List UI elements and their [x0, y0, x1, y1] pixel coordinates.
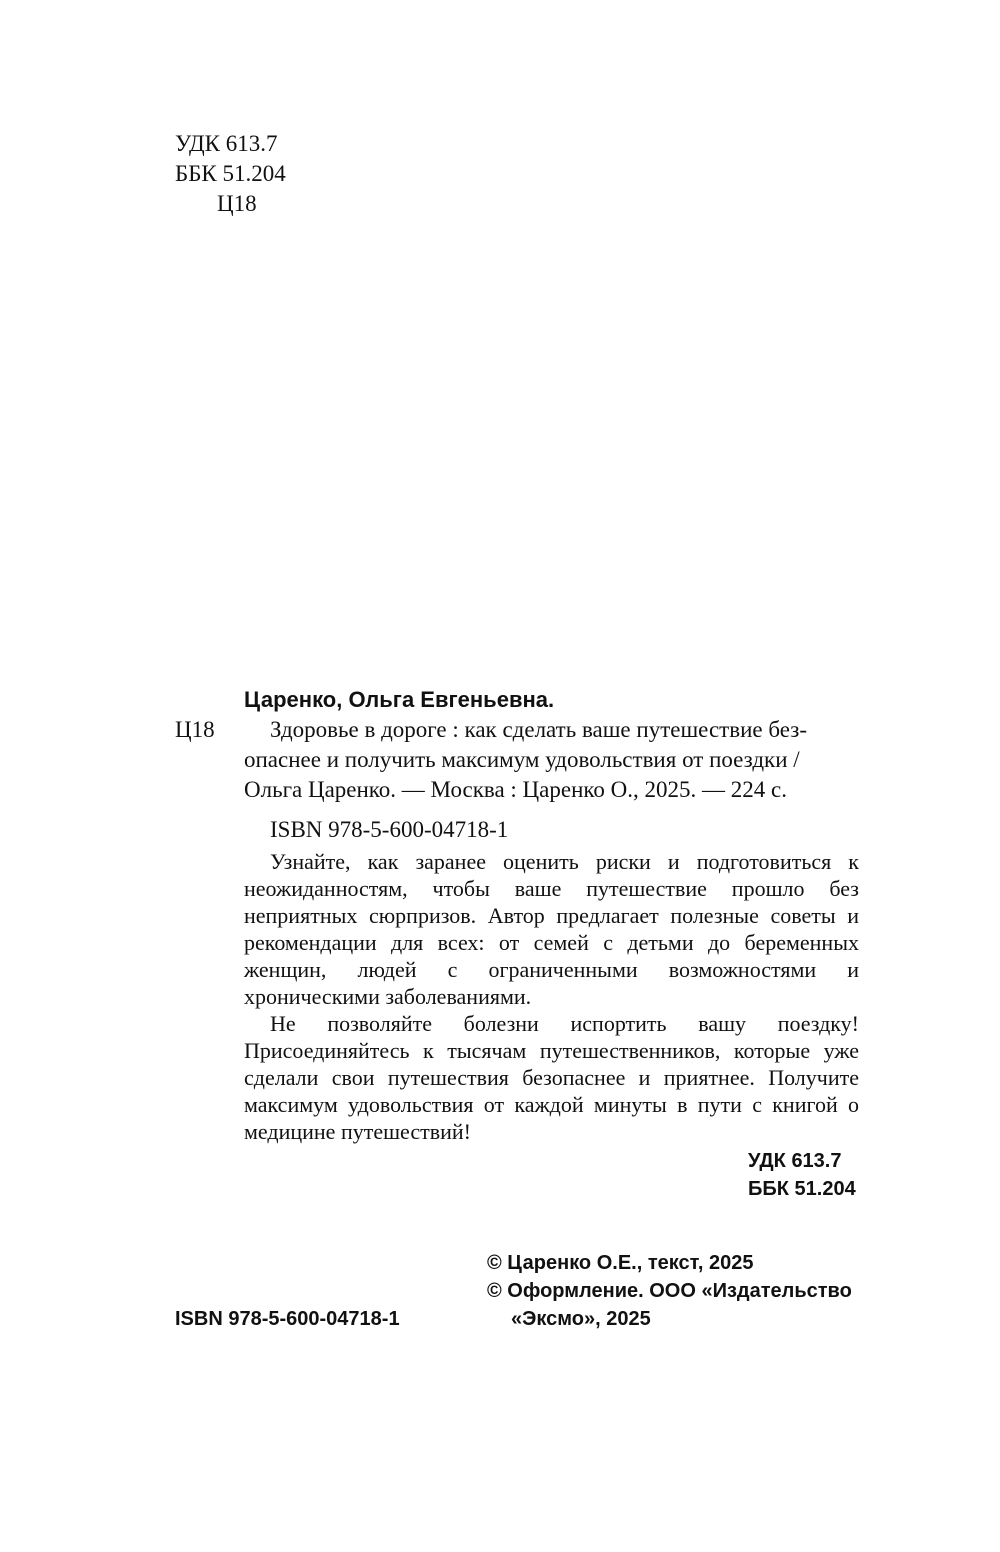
author-mark-top: Ц18 — [217, 191, 257, 216]
copyright-design-line-2: «Эксмо», 2025 — [511, 1308, 651, 1330]
udk-code-record: УДК 613.7 — [748, 1150, 842, 1172]
title-line-1: Здоровье в дороге : как сделать ваше путешествие без- — [270, 717, 807, 742]
author-name: Царенко, Ольга Евгеньевна. — [244, 687, 555, 712]
isbn-record: ISBN 978-5-600-04718-1 — [270, 817, 509, 842]
copyright-text: © Царенко О.Е., текст, 2025 — [487, 1252, 754, 1274]
copyright-design-line-1: © Оформление. ООО «Издательство — [487, 1280, 852, 1302]
annotation-paragraph-1: Узнайте, как заранее оценить риски и подготовиться к неожиданностям, чтобы ваше путешествие прошло без неприятных сюрпризов. Автор предлагает полезные советы и рекомендации для всех: от семей с детьми до беременных женщин, людей с ограниченными возможностями и хроническими заболеваниями. — [244, 849, 859, 1009]
annotation-paragraph-2: Не позволяйте болезни испортить вашу поездку! Присоединяйтесь к тысячам путешественников, которые уже сделали свои путешествия безопаснее и приятнее. Получите максимум удовольствия от каждой минуты в пути с книгой о медицине путешествий! — [244, 1011, 859, 1144]
title-line-2: опаснее и получить максимум удовольствия от поездки / — [244, 747, 800, 772]
udk-code-top: УДК 613.7 — [175, 131, 278, 156]
title-line-3: Ольга Царенко. — Москва : Царенко О., 2025. — 224 с. — [244, 777, 787, 802]
isbn-footer: ISBN 978-5-600-04718-1 — [175, 1308, 400, 1330]
author-mark-record: Ц18 — [175, 717, 215, 742]
bbk-code-top: ББК 51.204 — [175, 161, 286, 186]
bbk-code-record: ББК 51.204 — [748, 1178, 856, 1200]
